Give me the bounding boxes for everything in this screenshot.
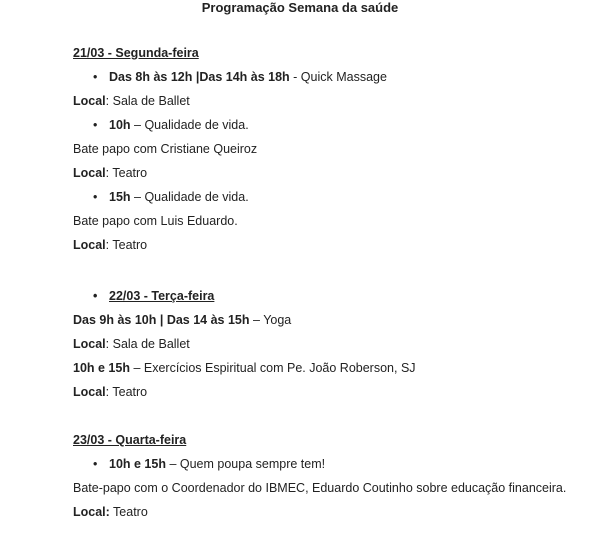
local-value: Teatro xyxy=(112,238,148,252)
sep: : xyxy=(105,337,113,351)
local-value: Sala de Ballet xyxy=(112,337,190,351)
local-value: Teatro xyxy=(112,166,148,180)
list-item xyxy=(109,189,249,205)
time: Das 8h às 12h |Das 14h às 18h xyxy=(109,70,290,84)
local-label: Local xyxy=(73,337,106,351)
local-label: Local: xyxy=(73,505,110,519)
local-label: Local xyxy=(73,166,106,180)
activity: – Exercícios Espiritual com Pe. João Roberson, SJ xyxy=(129,361,416,375)
list-item xyxy=(109,69,387,85)
local-value: Teatro xyxy=(112,385,148,399)
day-heading: 21/03 - Segunda-feira xyxy=(73,46,199,60)
list-item xyxy=(73,312,291,328)
activity: – Qualidade de vida. xyxy=(130,118,249,132)
activity: – Yoga xyxy=(249,313,292,327)
list-item xyxy=(73,360,416,376)
page-title: Programação Semana da saúde xyxy=(201,0,399,15)
location xyxy=(73,336,190,352)
sep: : xyxy=(105,166,113,180)
activity: – Qualidade de vida. xyxy=(130,190,249,204)
day-heading: 23/03 - Quarta-feira xyxy=(73,433,187,447)
location xyxy=(73,504,148,520)
day-heading: • 22/03 - Terça-feira xyxy=(109,288,214,304)
sep: : xyxy=(105,94,113,108)
location xyxy=(73,237,147,253)
activity: – Quem poupa sempre tem! xyxy=(165,457,326,471)
note: Bate papo com Luis Eduardo. xyxy=(73,214,238,228)
local-label: Local xyxy=(73,385,106,399)
sep: : xyxy=(105,238,113,252)
list-item xyxy=(109,456,325,472)
note: Bate-papo com o Coordenador do IBMEC, Eduardo Coutinho sobre educação financeira. xyxy=(73,481,567,495)
time: Das 9h às 10h | Das 14 às 15h xyxy=(73,313,250,327)
local-label: Local xyxy=(73,94,106,108)
local-value: Sala de Ballet xyxy=(112,94,190,108)
activity: - Quick Massage xyxy=(289,70,387,84)
time: 10h e 15h xyxy=(109,457,166,471)
local-value: Teatro xyxy=(109,505,148,519)
time: 15h xyxy=(109,190,131,204)
location xyxy=(73,165,147,181)
sep: : xyxy=(105,385,113,399)
note: Bate papo com Cristiane Queiroz xyxy=(73,142,258,156)
local-label: Local xyxy=(73,238,106,252)
location xyxy=(73,384,147,400)
time: 10h e 15h xyxy=(73,361,130,375)
list-item xyxy=(109,117,249,133)
time: 10h xyxy=(109,118,131,132)
location xyxy=(73,93,190,109)
